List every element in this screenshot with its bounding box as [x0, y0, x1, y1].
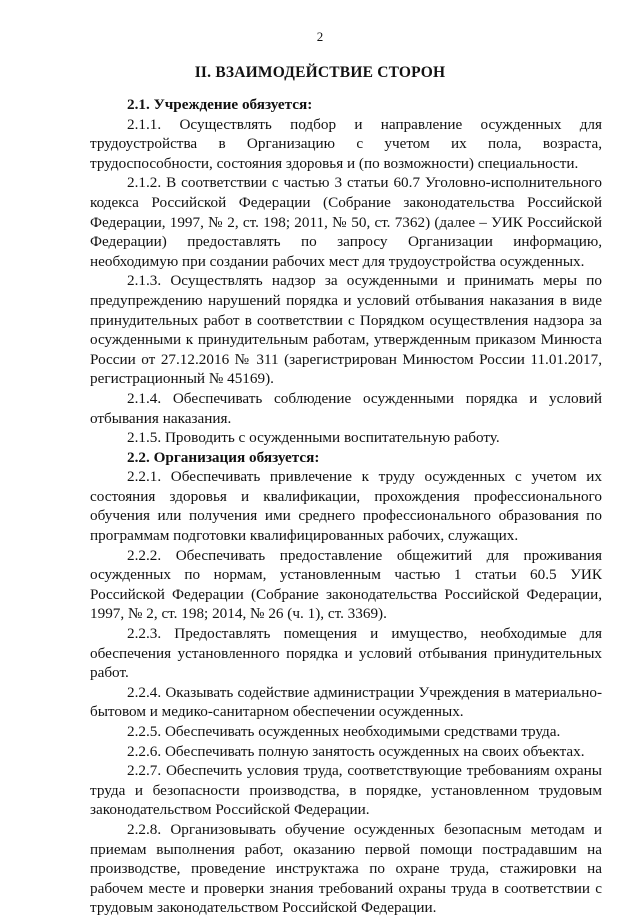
section-title: II. ВЗАИМОДЕЙСТВИЕ СТОРОН	[194, 64, 446, 81]
paragraph-2-1-4: 2.1.4. Обеспечивать соблюдение осужденными порядка и условий отбывания наказания.	[90, 389, 602, 427]
paragraph-2-2-7: 2.2.7. Обеспечить условия труда, соответствующие требованиям охраны труда и безопасности производства, в порядке, установленном трудовым законодательством Российской Федерации.	[90, 762, 602, 819]
paragraph-2-2-6: 2.2.6. Обеспечивать полную занятость осужденных на своих объектах.	[127, 742, 585, 760]
page-number: 2	[316, 29, 324, 44]
paragraph-2-2-2: 2.2.2. Обеспечивать предоставление общежитий для проживания осужденных по нормам, установленным частью 1 статьи 60.5 УИК Российской Федерации (Собрание законодательства Российской Федерации, 1997, № 2, ст. 198; 2014, № 26 (ч. 1), ст. 3369).	[90, 546, 602, 623]
subheading-organization-obligations: 2.2. Организация обязуется:	[127, 448, 320, 466]
document-body	[90, 95, 602, 918]
paragraph-2-2-3: 2.2.3. Предоставлять помещения и имущество, необходимые для обеспечения установленного порядка и условий отбывания принудительных работ.	[90, 625, 602, 682]
paragraph-2-2-1: 2.2.1. Обеспечивать привлечение к труду осужденных с учетом их состояния здоровья и квалификации, прохождения профессионального обучения или получения ими среднего профессионального образования по программам подготовки квалифицированных рабочих, служащих.	[90, 468, 602, 545]
paragraph-2-2-8: 2.2.8. Организовывать обучение осужденных безопасным методам и приемам выполнения работ, оказанию первой помощи пострадавшим на производстве, проведение инструктажа по охране труда, стажировки на рабочем месте и проверки знания требований охраны труда в соответствии с трудовым законодательством Российской Федерации.	[90, 820, 602, 917]
paragraph-2-1-2: 2.1.2. В соответствии с частью 3 статьи 60.7 Уголовно-исполнительного кодекса Российской Федерации (Собрание законодательства Российской Федерации, 1997, № 2, ст. 198; 2011, № 50, ст. 7362) (далее – УИК Российской Федерации) предоставлять по запросу Организации информацию, необходимую при создании рабочих мест для трудоустройства осужденных.	[90, 174, 602, 270]
paragraph-2-1-3: 2.1.3. Осуществлять надзор за осужденными и принимать меры по предупреждению нарушений порядка и условий отбывания наказания в виде принудительных работ в соответствии с Порядком осуществления надзора за осужденными к принудительным работам, утвержденным приказом Минюста России от 27.12.2016 № 311 (зарегистрирован Минюстом России 11.01.2017, регистрационный № 45169).	[90, 272, 602, 388]
paragraph-2-2-5: 2.2.5. Обеспечивать осужденных необходимыми средствами труда.	[127, 723, 561, 740]
paragraph-2-2-4: 2.2.4. Оказывать содействие администрации Учреждения в материально-бытовом и медико-санитарном обеспечении осужденных.	[90, 683, 602, 721]
paragraph-2-1-5: 2.1.5. Проводить с осужденными воспитательную работу.	[127, 429, 500, 447]
subheading-institution-obligations: 2.1. Учреждение обязуется:	[127, 96, 313, 113]
paragraph-2-1-1: 2.1.1. Осуществлять подбор и направление осужденных для трудоустройства в Организацию с учетом их пола, возраста, трудоспособности, состояния здоровья и (по возможности) специальности.	[90, 115, 602, 172]
